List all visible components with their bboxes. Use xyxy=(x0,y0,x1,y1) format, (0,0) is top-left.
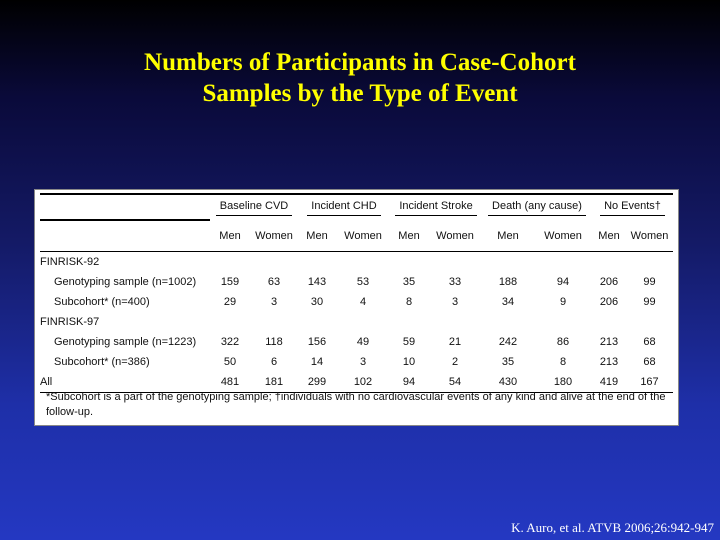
table-cell: 156 xyxy=(307,336,327,348)
table-cell: 14 xyxy=(310,356,324,368)
table-cell: 3 xyxy=(359,356,367,368)
table-row xyxy=(40,332,673,352)
table-cell: 3 xyxy=(270,296,278,308)
group-header-death: Death (any cause) xyxy=(482,194,592,220)
table-cell: 99 xyxy=(643,276,656,288)
row-label: Genotyping sample (n=1223) xyxy=(54,336,197,348)
table-panel xyxy=(34,189,679,426)
table-cell: 86 xyxy=(556,336,570,348)
table-cell: 94 xyxy=(556,276,570,288)
table-cell: 181 xyxy=(250,372,298,393)
row-label: Genotyping sample (n=1002) xyxy=(54,276,197,288)
table-row xyxy=(40,292,673,312)
table-row xyxy=(40,312,673,332)
sex-header: Women xyxy=(336,220,390,252)
group-header-incident-chd: Incident CHD xyxy=(298,194,390,220)
table-cell xyxy=(626,252,673,273)
table-cell: 21 xyxy=(448,336,462,348)
table-row xyxy=(40,272,673,292)
table-cell: 143 xyxy=(307,276,327,288)
sex-header: Women xyxy=(626,220,673,252)
table-cell xyxy=(298,252,336,273)
table-cell: 159 xyxy=(220,276,240,288)
table-cell: 322 xyxy=(220,336,240,348)
table-cell: 430 xyxy=(482,372,534,393)
table-cell: 99 xyxy=(643,296,656,308)
table-cell: 68 xyxy=(643,336,656,348)
sex-header: Women xyxy=(250,220,298,252)
sex-header: Women xyxy=(534,220,592,252)
group-header-no-events: No Events† xyxy=(592,194,673,220)
participants-table xyxy=(40,193,673,393)
table-row xyxy=(40,352,673,372)
sex-header: Men xyxy=(482,220,534,252)
table-cell: 68 xyxy=(643,356,656,368)
group-header-row xyxy=(40,194,673,220)
table-cell: 3 xyxy=(451,296,459,308)
table-row xyxy=(40,252,673,273)
table-cell xyxy=(482,252,534,273)
table-cell: 206 xyxy=(599,276,619,288)
table-cell: 34 xyxy=(501,296,515,308)
table-cell xyxy=(534,312,592,332)
table-cell: 63 xyxy=(267,276,281,288)
table-cell: 53 xyxy=(356,276,370,288)
group-header-baseline-cvd: Baseline CVD xyxy=(210,194,298,220)
table-cell xyxy=(250,252,298,273)
table-cell xyxy=(592,252,626,273)
table-cell: 33 xyxy=(448,276,462,288)
sex-header: Men xyxy=(390,220,428,252)
citation: K. Auro, et al. ATVB 2006;26:942-947 xyxy=(511,520,714,535)
table-cell: 167 xyxy=(626,372,673,393)
table-cell: 30 xyxy=(310,296,324,308)
table-cell xyxy=(336,312,390,332)
table-cell: 35 xyxy=(402,276,416,288)
table-cell: 4 xyxy=(359,296,367,308)
table-cell xyxy=(298,312,336,332)
table-cell xyxy=(428,252,482,273)
table-cell: 9 xyxy=(559,296,567,308)
table-cell: 180 xyxy=(534,372,592,393)
table-cell: 188 xyxy=(498,276,518,288)
table-cell: 59 xyxy=(402,336,416,348)
corner-cell-2 xyxy=(40,220,210,252)
table-cell: 213 xyxy=(599,356,619,368)
corner-cell xyxy=(40,194,210,220)
table-cell: 419 xyxy=(592,372,626,393)
table-cell xyxy=(428,312,482,332)
table-cell: 8 xyxy=(559,356,567,368)
table-cell: 94 xyxy=(390,372,428,393)
sex-header: Women xyxy=(428,220,482,252)
table-cell: 481 xyxy=(210,372,250,393)
table-footnote: *Subcohort is a part of the genotyping sample; †individuals with no cardiovascular events of any kind and alive at the end of the follow-up. xyxy=(46,391,666,418)
table-cell: 299 xyxy=(298,372,336,393)
slide-title-line-1: Numbers of Participants in Case-Cohort xyxy=(144,49,576,76)
table-cell xyxy=(626,312,673,332)
table-cell xyxy=(592,312,626,332)
sex-header: Men xyxy=(592,220,626,252)
table-cell: 206 xyxy=(599,296,619,308)
table-cell: 213 xyxy=(599,336,619,348)
table-cell: 118 xyxy=(265,336,283,348)
table-cell: 29 xyxy=(223,296,237,308)
table-cell: 8 xyxy=(405,296,413,308)
table-cell xyxy=(390,252,428,273)
table-cell xyxy=(482,312,534,332)
sex-header-row xyxy=(40,220,673,252)
row-label: All xyxy=(40,372,210,393)
table-cell: 49 xyxy=(356,336,370,348)
table-cell: 10 xyxy=(402,356,416,368)
table-cell xyxy=(390,312,428,332)
group-header-incident-stroke: Incident Stroke xyxy=(390,194,482,220)
sex-header: Men xyxy=(210,220,250,252)
table-cell xyxy=(250,312,298,332)
table-cell: 6 xyxy=(270,356,278,368)
table-cell: 35 xyxy=(501,356,515,368)
row-label: Subcohort* (n=400) xyxy=(54,296,150,308)
table-cell: 102 xyxy=(336,372,390,393)
table-cell xyxy=(534,252,592,273)
row-label: FINRISK-97 xyxy=(40,316,100,328)
table-cell: 50 xyxy=(223,356,237,368)
table-cell: 2 xyxy=(451,356,459,368)
table-cell xyxy=(210,312,250,332)
row-label: FINRISK-92 xyxy=(40,256,100,268)
slide-title xyxy=(0,47,720,109)
table-cell: 54 xyxy=(428,372,482,393)
slide-title-line-2: Samples by the Type of Event xyxy=(202,80,518,107)
row-label: Subcohort* (n=386) xyxy=(54,356,150,368)
sex-header: Men xyxy=(298,220,336,252)
table-cell xyxy=(210,252,250,273)
table-cell xyxy=(336,252,390,273)
table-cell: 242 xyxy=(498,336,518,348)
